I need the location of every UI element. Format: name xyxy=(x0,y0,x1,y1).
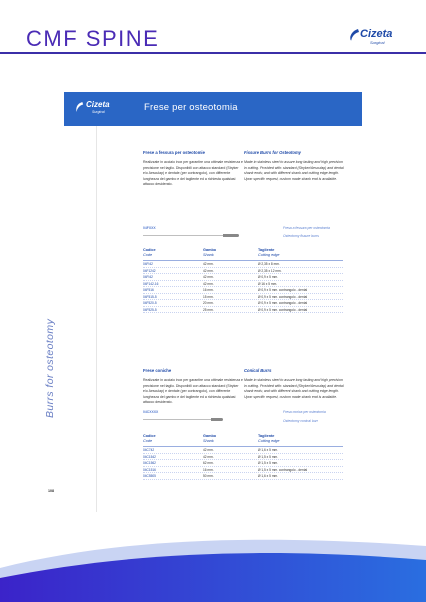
cell-edge: Ø 1,5 x 5 mm. contrangolo - dental xyxy=(258,467,308,472)
fissure-burr-illustration xyxy=(143,234,239,237)
cell-code: 04FI42 xyxy=(143,262,153,266)
banner-logo-text: Cizeta xyxy=(86,100,110,109)
table-header xyxy=(143,434,343,446)
section2-table xyxy=(143,434,343,480)
section1-title-it: Frese a fessura per osteotomie xyxy=(143,150,205,155)
cell-edge: Ø 0,9 x 5 mm. contrangolo - dental xyxy=(258,294,308,299)
cell-code: 04C742 xyxy=(143,448,155,452)
banner-logo-swoosh-icon xyxy=(74,100,84,114)
section2-title-it: Frese coniche xyxy=(143,368,172,373)
section1-text-en: Made in stainless steel to assure long lasting and high precision in cutting. Provided with: standard (Stryker/Aesculap) and dental shank ends; and with different shank and cutting edge length. Upon specific request, custom made shank end is available. xyxy=(244,160,344,181)
logo-subtext: Surgical xyxy=(370,40,385,45)
cell-code: 04C1542 xyxy=(143,454,156,459)
cell-edge: Ø 2,35 x 12 mm. xyxy=(258,268,282,273)
cell-shank: 25 mm. xyxy=(203,307,214,312)
section2-text-it: Realizzate in acciaio inox per garantire una ottimale resistenza e precisione nel taglio. Disponibili con attacco standard (Stryker e/o Aesculap) e dentale (per contrangolo), con differente lunghezza del gambo e del tagliente ed a richiesta qualsiasi attacco desiderato. xyxy=(143,378,243,405)
col-shank-header: Gambo Shank xyxy=(203,248,217,257)
cell-shank: 16 mm. xyxy=(203,467,214,472)
footer-wave-decoration xyxy=(0,520,426,602)
section1-code-label: 04FXXX xyxy=(143,226,156,230)
column-divider xyxy=(96,92,97,512)
col-edge-header: Tagliente Cutting edge xyxy=(258,248,280,257)
section2-code-label: 04CXXXX xyxy=(143,410,159,414)
cell-shank: 42 mm. xyxy=(203,448,214,452)
section2-title-en: Conical Burrs xyxy=(244,368,272,373)
page-title: CMF SPINE xyxy=(26,26,160,51)
cell-code: 04FI42 xyxy=(143,275,153,279)
conical-burr-illustration xyxy=(143,418,223,421)
section1-caption-en: Osteotomy fissure burrs xyxy=(283,234,319,238)
table-body xyxy=(143,447,343,480)
brand-logo xyxy=(348,26,404,48)
col-edge-header: Tagliente Cutting edge xyxy=(258,434,280,443)
cell-code: 04C1516 xyxy=(143,467,156,472)
cell-shank: 15 mm. xyxy=(203,294,214,299)
section1-text-it: Realizzate in acciaio inox per garantire una ottimale resistenza e precisione nel taglio. Disponibili con attacco standard (Stryker e/o Aesculap) e dentale (per contrangolo), con differente lunghezza del gambo e del tagliente ed a richiesta qualsiasi attacco desiderato. xyxy=(143,160,243,187)
cell-edge: Ø 1,5 x 5 mm. xyxy=(258,461,279,465)
cell-shank: 16 mm. xyxy=(203,288,214,292)
col-code-header: Codice Code xyxy=(143,248,156,257)
section1-caption-it: Fresa a fessura per osteotomia xyxy=(283,226,330,230)
cell-edge: Ø 0,9 x 5 mm. contrangolo - dental xyxy=(258,307,308,312)
cell-edge: Ø 16 x 5 mm. xyxy=(258,281,278,286)
table-row xyxy=(143,473,343,480)
cell-shank: 50 mm. xyxy=(203,474,214,478)
cell-code: 04C5505 xyxy=(143,474,156,478)
cell-shank: 42 mm. xyxy=(203,281,214,286)
cell-edge: Ø 0,9 x 5 mm. contrangolo - dental xyxy=(258,301,308,305)
cell-shank: 42 mm. xyxy=(203,262,214,266)
cell-code: 04C1562 xyxy=(143,461,156,465)
vertical-section-title: Burrs for osteotomy xyxy=(44,318,56,418)
logo-text: Cizeta xyxy=(360,28,393,40)
table-row xyxy=(143,307,343,314)
cell-shank: 42 mm. xyxy=(203,268,214,273)
cell-code: 04F525-5 xyxy=(143,307,157,312)
banner-logo-subtext: Surgical xyxy=(92,110,105,114)
col-shank-header: Gambo Shank xyxy=(203,434,217,443)
cell-edge: Ø 1,5 x 5 mm. xyxy=(258,454,279,459)
section2-caption-it: Fresa conica per osteotomia xyxy=(283,410,326,414)
section2-text-en: Made in stainless steel to assure long lasting and high precision in cutting. Provided with: standard (Stryker/Aesculap) and dental shank ends; and with different shank and cutting edge length. Upon specific request, custom made shank end is available. xyxy=(244,378,344,399)
cell-edge: Ø 0,9 x 5 mm. xyxy=(258,275,279,279)
page-number: 108 xyxy=(48,489,54,493)
cell-edge: Ø 0,9 x 5 mm. contrangolo - dental xyxy=(258,288,308,292)
cell-shank: 42 mm. xyxy=(203,454,214,459)
cell-code: 04F515-5 xyxy=(143,294,157,299)
cell-code: 04F516 xyxy=(143,288,154,292)
cell-shank: 42 mm. xyxy=(203,275,214,279)
banner-logo xyxy=(74,100,124,120)
cell-code: 04F520-5 xyxy=(143,301,157,305)
cell-edge: Ø 2,35 x 8 mm. xyxy=(258,262,280,266)
section-banner xyxy=(64,92,362,126)
section2-caption-en: Osteotomy conical burr xyxy=(283,419,318,423)
cell-code: 04F142-16 xyxy=(143,281,159,286)
cell-edge: Ø 1,6 x 5 mm. xyxy=(258,448,279,452)
cell-shank: 62 mm. xyxy=(203,461,214,465)
table-header xyxy=(143,248,343,260)
header-divider xyxy=(0,52,426,54)
logo-swoosh-icon xyxy=(348,28,360,42)
section1-table xyxy=(143,248,343,313)
cell-code: 04F1242 xyxy=(143,268,156,273)
banner-title: Frese per osteotomia xyxy=(144,102,238,113)
cell-edge: Ø 1,6 x 5 mm. xyxy=(258,474,279,478)
table-body xyxy=(143,261,343,313)
col-code-header: Codice Code xyxy=(143,434,156,443)
section1-title-en: Fissure Burrs for Osteotomy xyxy=(244,150,302,155)
cell-shank: 20 mm. xyxy=(203,301,214,305)
